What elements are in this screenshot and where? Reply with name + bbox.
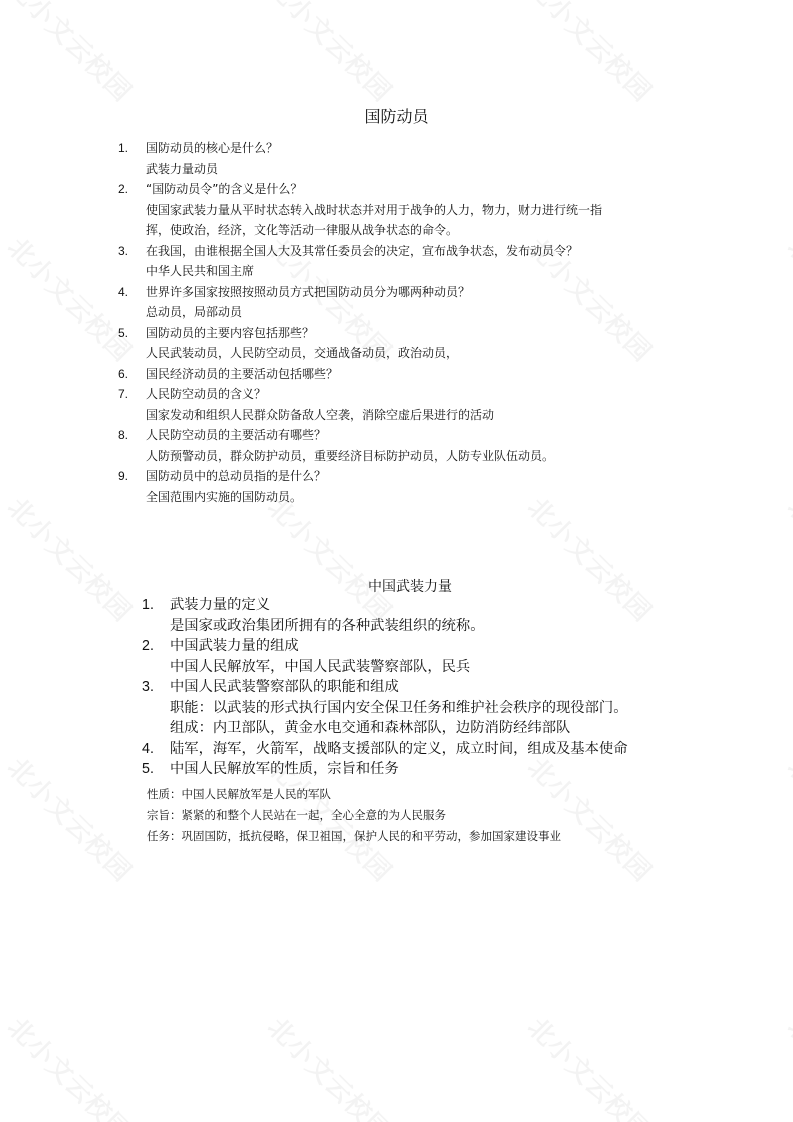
answer-text: 人防预警动员，群众防护动员，重要经济目标防护动员，人防专业队伍动员。 <box>146 448 555 463</box>
watermark-text <box>1 748 142 889</box>
note-line: 性质：中国人民解放军是人民的军队 <box>147 787 331 801</box>
topic-item <box>142 739 702 760</box>
topic-heading: 陆军，海军，火箭军，战略支援部队的定义，成立时间，组成及基本使命 <box>170 740 628 757</box>
question-item <box>118 425 698 446</box>
topic-detail: 职能：以武装的形式执行国内安全保卫任务和维护社会秩序的现役部门。 <box>170 699 628 716</box>
answer-text: 挥，使政治，经济，文化等活动一律服从战争状态的命令。 <box>146 223 459 237</box>
topic-heading: 武装力量的定义 <box>170 597 271 613</box>
question-item <box>118 179 698 200</box>
section1-list <box>118 138 698 507</box>
topic-detail: 组成：内卫部队，黄金水电交通和森林部队，边防消防经纬部队 <box>170 720 571 736</box>
topic-number: 1. <box>142 597 154 613</box>
question-number: 3. <box>118 243 129 258</box>
answer-text: 国家发动和组织人民群众防备敌人空袭，消除空虚后果进行的活动 <box>146 407 495 422</box>
watermark-text <box>1 0 142 109</box>
topic-heading: 中国人民武装警察部队的职能和组成 <box>170 679 399 695</box>
question-number: 8. <box>118 428 129 442</box>
question-number: 4. <box>118 284 129 299</box>
watermark-text <box>781 748 793 889</box>
question-number: 5. <box>118 325 129 340</box>
question-number: 9. <box>118 469 129 483</box>
answer-text: 武装力量动员 <box>146 161 219 176</box>
watermark-text <box>781 228 793 369</box>
answer-text: 总动员，局部动员 <box>146 305 243 319</box>
section1-title: 国防动员 <box>364 107 429 126</box>
question-item <box>118 241 698 262</box>
watermark-text <box>521 0 662 109</box>
answer-text: 人民武装动员，人民防空动员，交通战备动员，政治动员， <box>146 346 459 360</box>
watermark-text <box>261 1008 402 1122</box>
note-line: 宗旨：紧紧的和整个人民站在一起，全心全意的为人民服务 <box>147 808 446 822</box>
question-text: 在我国，由谁根据全国人大及其常任委员会的决定，宣布战争状态，发布动员令？ <box>146 243 579 258</box>
topic-heading: 中国人民解放军的性质，宗旨和任务 <box>170 761 399 777</box>
question-text: 国防动员的核心是什么？ <box>146 141 279 155</box>
question-text: 人民防空动员的含义？ <box>146 387 267 401</box>
question-text: “国防动员令”的含义是什么？ <box>146 182 303 196</box>
watermark-text <box>781 488 793 629</box>
question-text: 世界许多国家按照按照动员方式把国防动员分为哪两种动员？ <box>146 284 471 299</box>
question-item <box>118 323 698 344</box>
answer-text: 全国范围内实施的国防动员。 <box>146 489 303 504</box>
topic-heading: 中国武装力量的组成 <box>170 638 299 654</box>
watermark-text <box>521 1008 662 1122</box>
answer-text: 中华人民共和国主席 <box>146 264 255 278</box>
topic-detail: 中国人民解放军，中国人民武装警察部队，民兵 <box>170 658 471 675</box>
question-number: 7. <box>118 387 129 401</box>
note-line: 任务：巩固国防，抵抗侵略，保卫祖国，保护人民的和平劳动，参加国家建设事业 <box>147 829 561 843</box>
topic-number: 4. <box>142 740 154 757</box>
section2-list <box>142 595 702 780</box>
question-number: 6. <box>118 366 129 381</box>
topic-item <box>142 636 702 657</box>
question-text: 国民经济动员的主要活动包括哪些？ <box>146 366 339 381</box>
topic-item <box>142 759 702 780</box>
question-item <box>118 282 698 303</box>
topic-detail: 是国家或政治集团所拥有的各种武装组织的统称。 <box>170 617 485 634</box>
question-item <box>118 384 698 405</box>
section2-title: 中国武装力量 <box>368 579 452 595</box>
question-number: 1. <box>118 141 129 155</box>
question-item <box>118 466 698 487</box>
watermark-text <box>261 0 402 109</box>
watermark-text <box>781 0 793 109</box>
question-number: 2. <box>118 182 129 196</box>
topic-item <box>142 677 702 698</box>
question-text: 人民防空动员的主要活动有哪些？ <box>146 428 327 442</box>
answer-text: 使国家武装力量从平时状态转入战时状态并对用于战争的人力，物力，财力进行统一指 <box>146 202 603 217</box>
section2-notes <box>147 784 561 847</box>
question-item <box>118 364 698 385</box>
topic-number: 3. <box>142 679 154 695</box>
topic-number: 5. <box>142 761 154 777</box>
watermark-text <box>781 1008 793 1122</box>
watermark-text <box>1 1008 142 1122</box>
question-item <box>118 138 698 159</box>
topic-item <box>142 595 702 616</box>
question-text: 国防动员的主要内容包括那些？ <box>146 325 315 340</box>
question-text: 国防动员中的总动员指的是什么？ <box>146 469 327 483</box>
watermark-text <box>1 488 142 629</box>
topic-number: 2. <box>142 638 154 654</box>
